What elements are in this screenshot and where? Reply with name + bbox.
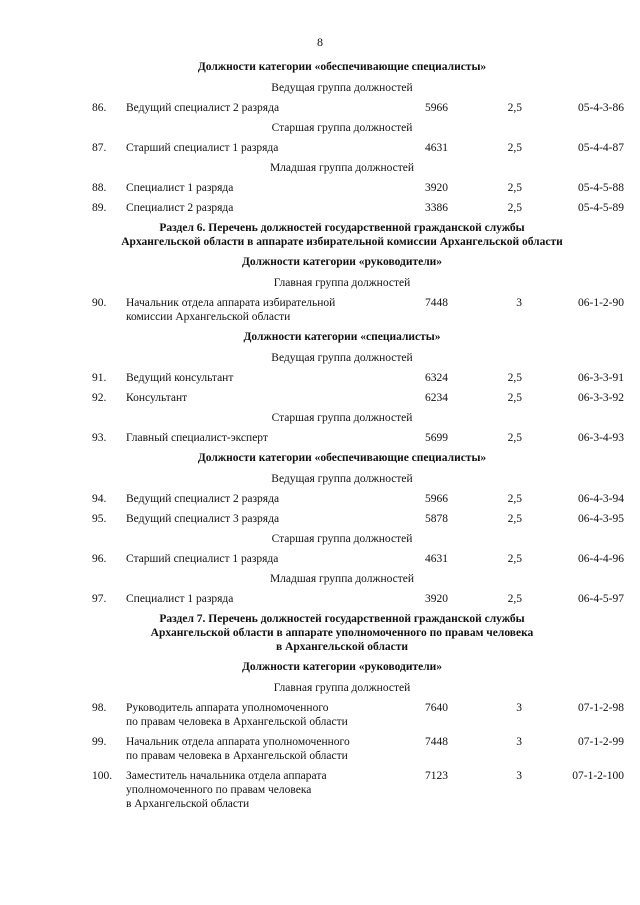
position-name-line: Ведущий специалист 3 разряда — [126, 513, 280, 525]
table-row — [92, 592, 624, 606]
salary-value: 3386 — [425, 202, 448, 214]
position-name-line: Старший специалист 1 разряда — [126, 553, 279, 565]
coefficient-value: 3 — [516, 297, 522, 309]
table-row — [92, 769, 624, 811]
position-name — [126, 371, 376, 385]
coefficient-value: 2,5 — [507, 392, 522, 404]
group-heading: Главная группа должностей — [273, 277, 411, 289]
position-number: 94. — [92, 493, 107, 505]
position-name — [126, 701, 376, 729]
position-name — [126, 769, 376, 811]
position-code: 07-1-2-98 — [578, 702, 624, 714]
coefficient-value: 2,5 — [507, 202, 522, 214]
position-code: 05-4-5-88 — [578, 182, 624, 194]
position-number: 98. — [92, 702, 107, 714]
position-number: 91. — [92, 372, 107, 384]
position-name — [126, 181, 376, 195]
category-heading: Должности категории «руководители» — [241, 661, 443, 673]
salary-value: 5699 — [425, 432, 448, 444]
group-heading: Главная группа должностей — [273, 682, 411, 694]
category-heading: Должности категории «обеспечивающие специалисты» — [197, 61, 487, 73]
position-code: 06-3-3-92 — [578, 392, 624, 404]
position-name — [126, 431, 376, 445]
position-code: 06-4-3-95 — [578, 513, 624, 525]
position-name-line: Начальник отдела аппарата уполномоченного — [126, 736, 350, 748]
section-heading-line: Архангельской области в аппарате уполномоченного по правам человека — [150, 627, 534, 639]
position-code: 05-4-4-87 — [578, 142, 624, 154]
table-row — [92, 201, 624, 215]
position-name — [126, 592, 376, 606]
position-name — [126, 296, 376, 324]
position-number: 96. — [92, 553, 107, 565]
page-number: 8 — [317, 35, 323, 49]
section-heading-line: Раздел 7. Перечень должностей государственной гражданской службы — [159, 613, 525, 625]
coefficient-value: 2,5 — [507, 513, 522, 525]
coefficient-value: 2,5 — [507, 102, 522, 114]
position-number: 100. — [92, 770, 113, 782]
position-name — [126, 201, 376, 215]
salary-value: 7640 — [425, 702, 448, 714]
position-name-line: Ведущий специалист 2 разряда — [126, 102, 280, 114]
position-name — [126, 735, 376, 763]
salary-value: 6324 — [425, 372, 448, 384]
position-number: 90. — [92, 297, 107, 309]
position-name — [126, 552, 376, 566]
group-heading: Ведущая группа должностей — [271, 473, 413, 485]
coefficient-value: 3 — [516, 702, 522, 714]
table-row — [92, 735, 624, 763]
coefficient-value: 2,5 — [507, 432, 522, 444]
position-name-line: Специалист 1 разряда — [126, 593, 234, 605]
category-heading: Должности категории «специалисты» — [243, 331, 441, 343]
table-row — [92, 296, 624, 324]
position-code: 06-3-4-93 — [578, 432, 624, 444]
table-row — [92, 431, 624, 445]
position-code: 07-1-2-100 — [572, 770, 624, 782]
position-number: 88. — [92, 182, 107, 194]
position-number: 93. — [92, 432, 107, 444]
position-name — [126, 492, 376, 506]
position-name-line: в Архангельской области — [126, 798, 250, 810]
position-name-line: Старший специалист 1 разряда — [126, 142, 279, 154]
section-heading-line: Раздел 6. Перечень должностей государственной гражданской службы — [159, 222, 525, 234]
section-heading — [92, 221, 592, 249]
table-row — [92, 391, 624, 405]
position-code: 06-3-3-91 — [578, 372, 624, 384]
table-row — [92, 701, 624, 729]
table-row — [92, 512, 624, 526]
position-number: 92. — [92, 392, 107, 404]
table-row — [92, 141, 624, 155]
position-name-line: по правам человека в Архангельской области — [126, 750, 348, 762]
position-name-line: Начальник отдела аппарата избирательной — [126, 297, 336, 309]
salary-value: 4631 — [425, 553, 448, 565]
position-name-line: Руководитель аппарата уполномоченного — [126, 702, 329, 714]
table-row — [92, 371, 624, 385]
section-heading-line: в Архангельской области — [275, 641, 409, 653]
group-heading: Старшая группа должностей — [271, 122, 413, 134]
position-name-line: Заместитель начальника отдела аппарата — [126, 770, 327, 782]
position-number: 99. — [92, 736, 107, 748]
salary-value: 3920 — [425, 593, 448, 605]
position-name-line: Специалист 2 разряда — [126, 202, 234, 214]
category-heading: Должности категории «обеспечивающие специалисты» — [197, 452, 487, 464]
table-row — [92, 552, 624, 566]
coefficient-value: 2,5 — [507, 182, 522, 194]
coefficient-value: 3 — [516, 770, 522, 782]
group-heading: Младшая группа должностей — [269, 162, 415, 174]
group-heading: Ведущая группа должностей — [271, 352, 413, 364]
coefficient-value: 2,5 — [507, 493, 522, 505]
position-number: 87. — [92, 142, 107, 154]
position-name-line: уполномоченного по правам человека — [126, 784, 312, 796]
salary-value: 4631 — [425, 142, 448, 154]
position-code: 05-4-5-89 — [578, 202, 624, 214]
salary-value: 5966 — [425, 102, 448, 114]
section-heading — [92, 612, 592, 654]
salary-value: 6234 — [425, 392, 448, 404]
group-heading: Ведущая группа должностей — [271, 82, 413, 94]
position-code: 07-1-2-99 — [578, 736, 624, 748]
salary-value: 5878 — [425, 513, 448, 525]
position-code: 06-4-3-94 — [578, 493, 624, 505]
table-row — [92, 181, 624, 195]
position-name-line: Ведущий специалист 2 разряда — [126, 493, 280, 505]
salary-value: 5966 — [425, 493, 448, 505]
group-heading: Младшая группа должностей — [269, 573, 415, 585]
group-heading: Старшая группа должностей — [271, 412, 413, 424]
category-heading: Должности категории «руководители» — [241, 256, 443, 268]
salary-value: 7448 — [425, 736, 448, 748]
coefficient-value: 2,5 — [507, 553, 522, 565]
position-code: 06-4-4-96 — [578, 553, 624, 565]
group-heading: Старшая группа должностей — [271, 533, 413, 545]
position-number: 86. — [92, 102, 107, 114]
salary-value: 7448 — [425, 297, 448, 309]
position-code: 05-4-3-86 — [578, 102, 624, 114]
table-row — [92, 101, 624, 115]
position-number: 89. — [92, 202, 107, 214]
position-name — [126, 512, 376, 526]
position-name-line: Специалист 1 разряда — [126, 182, 234, 194]
position-number: 95. — [92, 513, 107, 525]
coefficient-value: 2,5 — [507, 372, 522, 384]
position-name-line: Главный специалист-эксперт — [126, 432, 268, 444]
position-number: 97. — [92, 593, 107, 605]
position-name — [126, 101, 376, 115]
coefficient-value: 3 — [516, 736, 522, 748]
section-heading-line: Архангельской области в аппарате избирательной комиссии Архангельской области — [121, 236, 563, 248]
position-name-line: Ведущий консультант — [126, 372, 234, 384]
position-code: 06-4-5-97 — [578, 593, 624, 605]
position-name-line: по правам человека в Архангельской области — [126, 716, 348, 728]
salary-value: 3920 — [425, 182, 448, 194]
salary-value: 7123 — [425, 770, 448, 782]
position-name-line: комиссии Архангельской области — [126, 311, 291, 323]
coefficient-value: 2,5 — [507, 142, 522, 154]
position-code: 06-1-2-90 — [578, 297, 624, 309]
position-name-line: Консультант — [126, 392, 188, 404]
coefficient-value: 2,5 — [507, 593, 522, 605]
position-name — [126, 141, 376, 155]
table-row — [92, 492, 624, 506]
position-name — [126, 391, 376, 405]
document-body — [92, 60, 624, 811]
